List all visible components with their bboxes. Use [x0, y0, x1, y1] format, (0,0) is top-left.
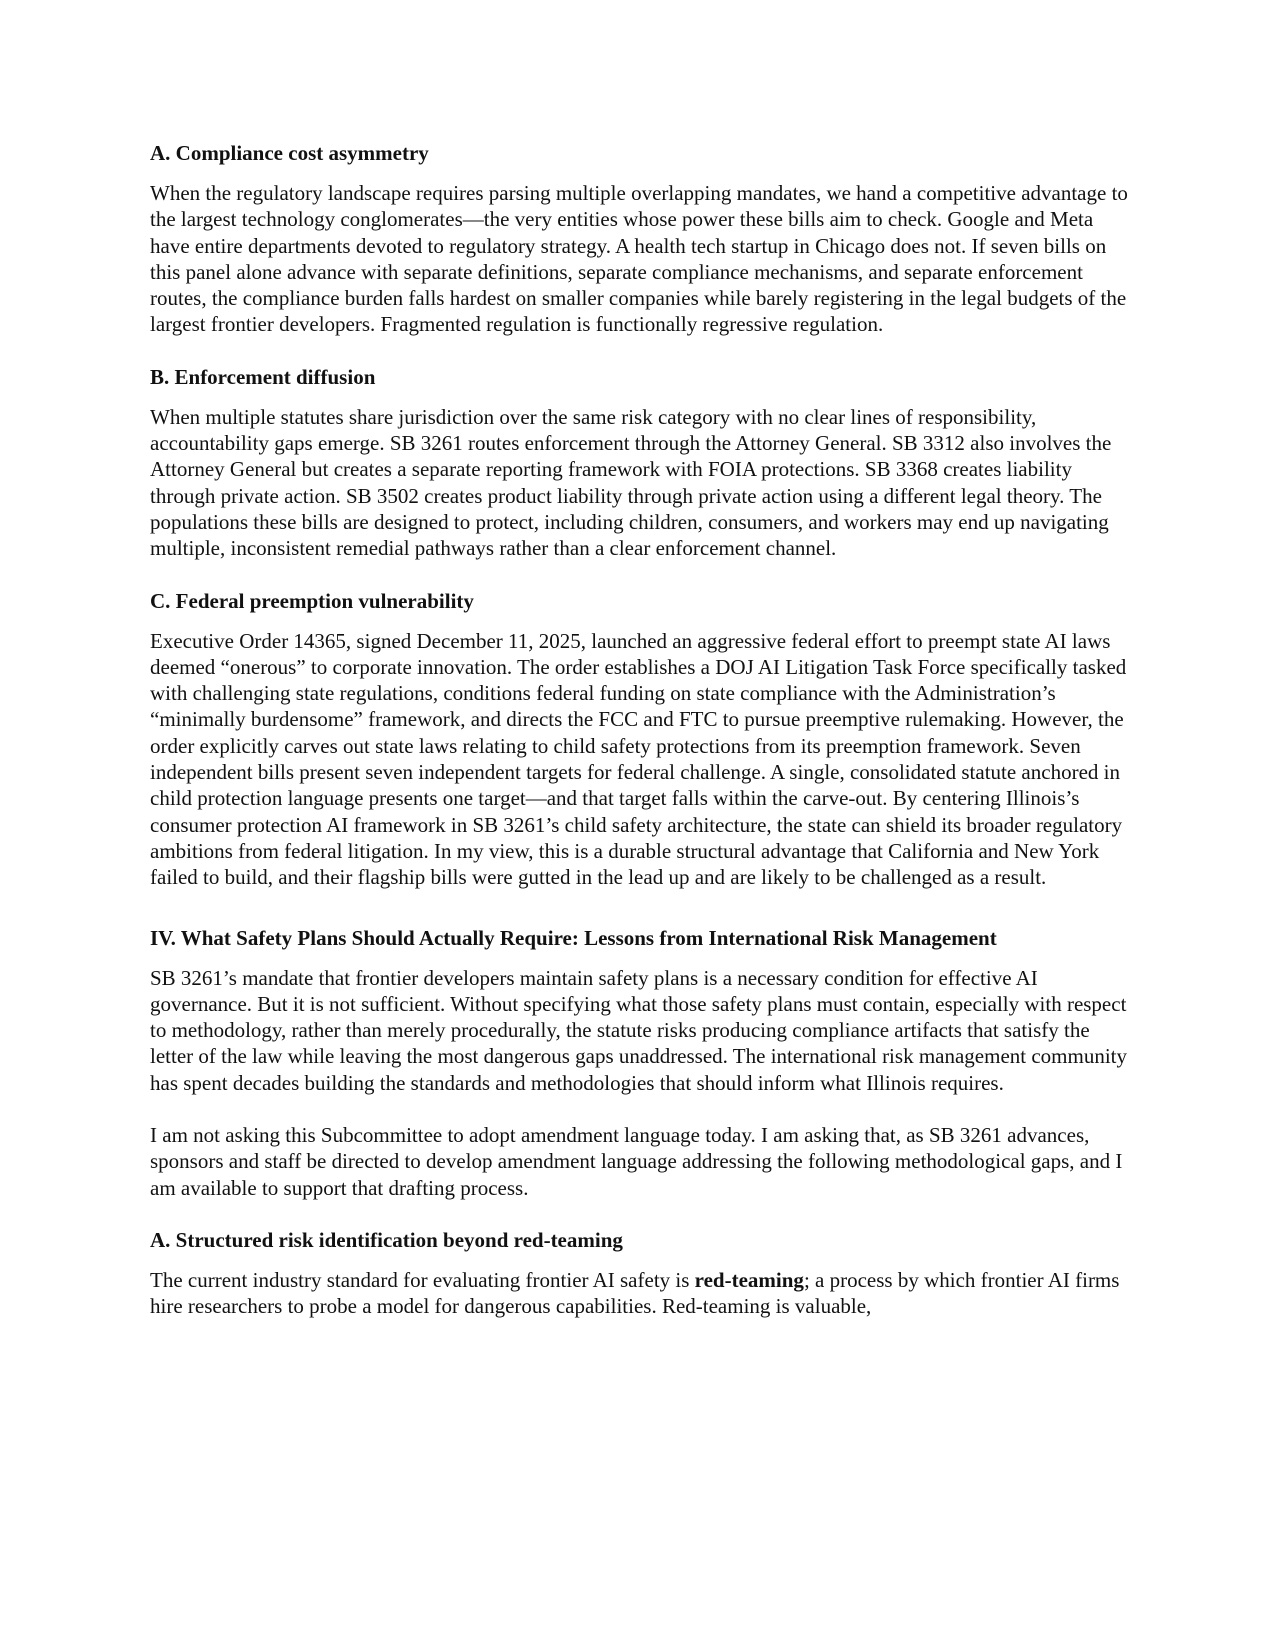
paragraph-compliance-cost: When the regulatory landscape requires parsing multiple overlapping mandates, we hand a competitive advantage to the largest technology conglomerates—the very entities whose power these bills aim to check. Google and Meta have entire departments devoted to regulatory strategy. A health tech startup in Chicago does not. If seven bills on this panel alone advance with separate definitions, separate compliance mechanisms, and separate enforcement routes, the compliance burden falls hardest on smaller companies while barely registering in the legal budgets of the largest frontier developers. Fragmented regulation is functionally regressive regulation.	[150, 181, 1128, 337]
section-heading-compliance-cost: A. Compliance cost asymmetry	[150, 141, 429, 165]
paragraph-safety-plans-1: SB 3261’s mandate that frontier developers maintain safety plans is a necessary condition for effective AI governance. But it is not sufficient. Without specifying what those safety plans must contain, especially with respect to methodology, rather than merely procedurally, the statute risks producing compliance artifacts that satisfy the letter of the law while leaving the most dangerous gaps unaddressed. The international risk management community has spent decades building the standards and methodologies that should inform what Illinois requires.	[150, 965, 1128, 1095]
paragraph-structured-risk	[150, 1267, 1135, 1320]
paragraph-structured-risk-lead: The current industry standard for evaluating frontier AI safety is	[150, 1267, 695, 1292]
paragraph-safety-plans-2: I am not asking this Subcommittee to adopt amendment language today. I am asking that, as SB 3261 advances, sponsors and staff be directed to develop amendment language addressing the following methodological gaps, and I am available to support that drafting process.	[150, 1123, 1123, 1200]
section-heading-structured-risk: A. Structured risk identification beyond red-teaming	[150, 1227, 623, 1252]
paragraph-federal-preemption: Executive Order 14365, signed December 11, 2025, launched an aggressive federal effort to preempt state AI laws deemed “onerous” to corporate innovation. The order establishes a DOJ AI Litigation Task Force specifically tasked with challenging state regulations, conditions federal funding on state compliance with the Administration’s “minimally burdensome” framework, and directs the FCC and FTC to pursue preemptive rulemaking. However, the order explicitly carves out state laws relating to child safety protections from its preemption framework. Seven independent bills present seven independent targets for federal challenge. A single, consolidated statute anchored in child protection language presents one target—and that target falls within the carve-out. By centering Illinois’s consumer protection AI framework in SB 3261’s child safety architecture, the state can shield its broader regulatory ambitions from federal litigation. In my view, this is a durable structural advantage that California and New York failed to build, and their flagship bills were gutted in the lead up and are likely to be challenged as a result.	[150, 628, 1127, 890]
section-heading-enforcement-diffusion: B. Enforcement diffusion	[150, 364, 376, 389]
document-page	[150, 140, 1135, 1346]
section-heading-federal-preemption: C. Federal preemption vulnerability	[150, 588, 474, 613]
paragraph-enforcement-diffusion: When multiple statutes share jurisdiction over the same risk category with no clear lines of responsibility, accountability gaps emerge. SB 3261 routes enforcement through the Attorney General. SB 3312 also involves the Attorney General but creates a separate reporting framework with FOIA protections. SB 3368 creates liability through private action. SB 3502 creates product liability through private action using a different legal theory. The populations these bills are designed to protect, including children, consumers, and workers may end up navigating multiple, inconsistent remedial pathways rather than a clear enforcement channel.	[150, 404, 1112, 561]
term-red-teaming: red-teaming	[694, 1267, 804, 1292]
paragraph-structured-risk-rest: ; a process by which frontier AI firms hire researchers to probe a model for dangerous capabilities. Red-teaming is valuable,	[150, 1267, 1120, 1319]
section-heading-safety-plans: IV. What Safety Plans Should Actually Require: Lessons from International Risk Management	[150, 925, 997, 950]
